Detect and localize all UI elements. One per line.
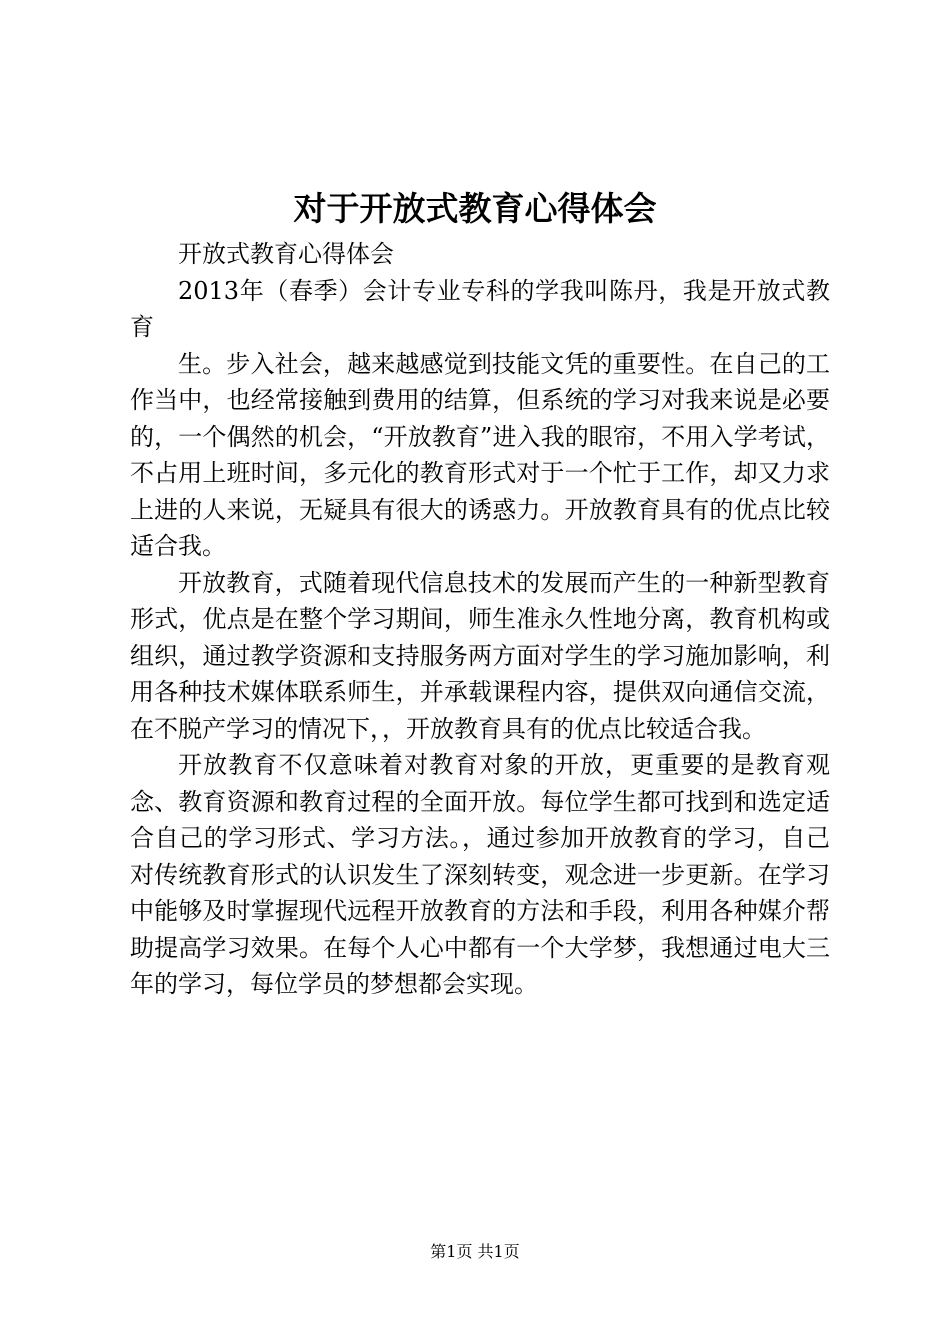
paragraph-intro: 2013年（春季）会计专业专科的学我叫陈丹，我是开放式教育 <box>130 276 830 341</box>
document-body <box>130 236 830 1003</box>
document-title: 对于开放式教育心得体会 <box>293 189 657 228</box>
page-footer: 第1页 共1页 <box>430 1242 520 1261</box>
paragraph-conclusion: 开放教育不仅意味着对教育对象的开放，更重要的是教育观念、教育资源和教育过程的全面开放。每位学生都可找到和选定适合自己的学习形式、学习方法。，通过参加开放教育的学习，自己对传统教育形式的认识发生了深刻转变，观念进一步更新。在学习中能够及时掌握现代远程开放教育的方法和手段，利用各种媒介帮助提高学习效果。在每个人心中都有一个大学梦，我想通过电大三年的学习，每位学员的梦想都会实现。 <box>130 751 830 998</box>
paragraph-definition: 开放教育，式随着现代信息技术的发展而产生的一种新型教育形式，优点是在整个学习期间，师生准永久性地分离，教育机构或组织，通过教学资源和支持服务两方面对学生的学习施加影响，利用各种技术媒体联系师生，并承载课程内容，提供双向通信交流，在不脱产学习的情况下，，开放教育具有的优点比较适合我。 <box>130 568 830 743</box>
paragraph-subtitle: 开放式教育心得体会 <box>178 240 394 268</box>
paragraph-motivation: 生。步入社会，越来越感觉到技能文凭的重要性。在自己的工作当中，也经常接触到费用的结算，但系统的学习对我来说是必要的，一个偶然的机会，“开放教育”进入我的眼帘，不用入学考试，不占用上班时间，多元化的教育形式对于一个忙于工作，却又力求上进的人来说，无疑具有很大的诱惑力。开放教育具有的优点比较适合我。 <box>130 349 830 560</box>
